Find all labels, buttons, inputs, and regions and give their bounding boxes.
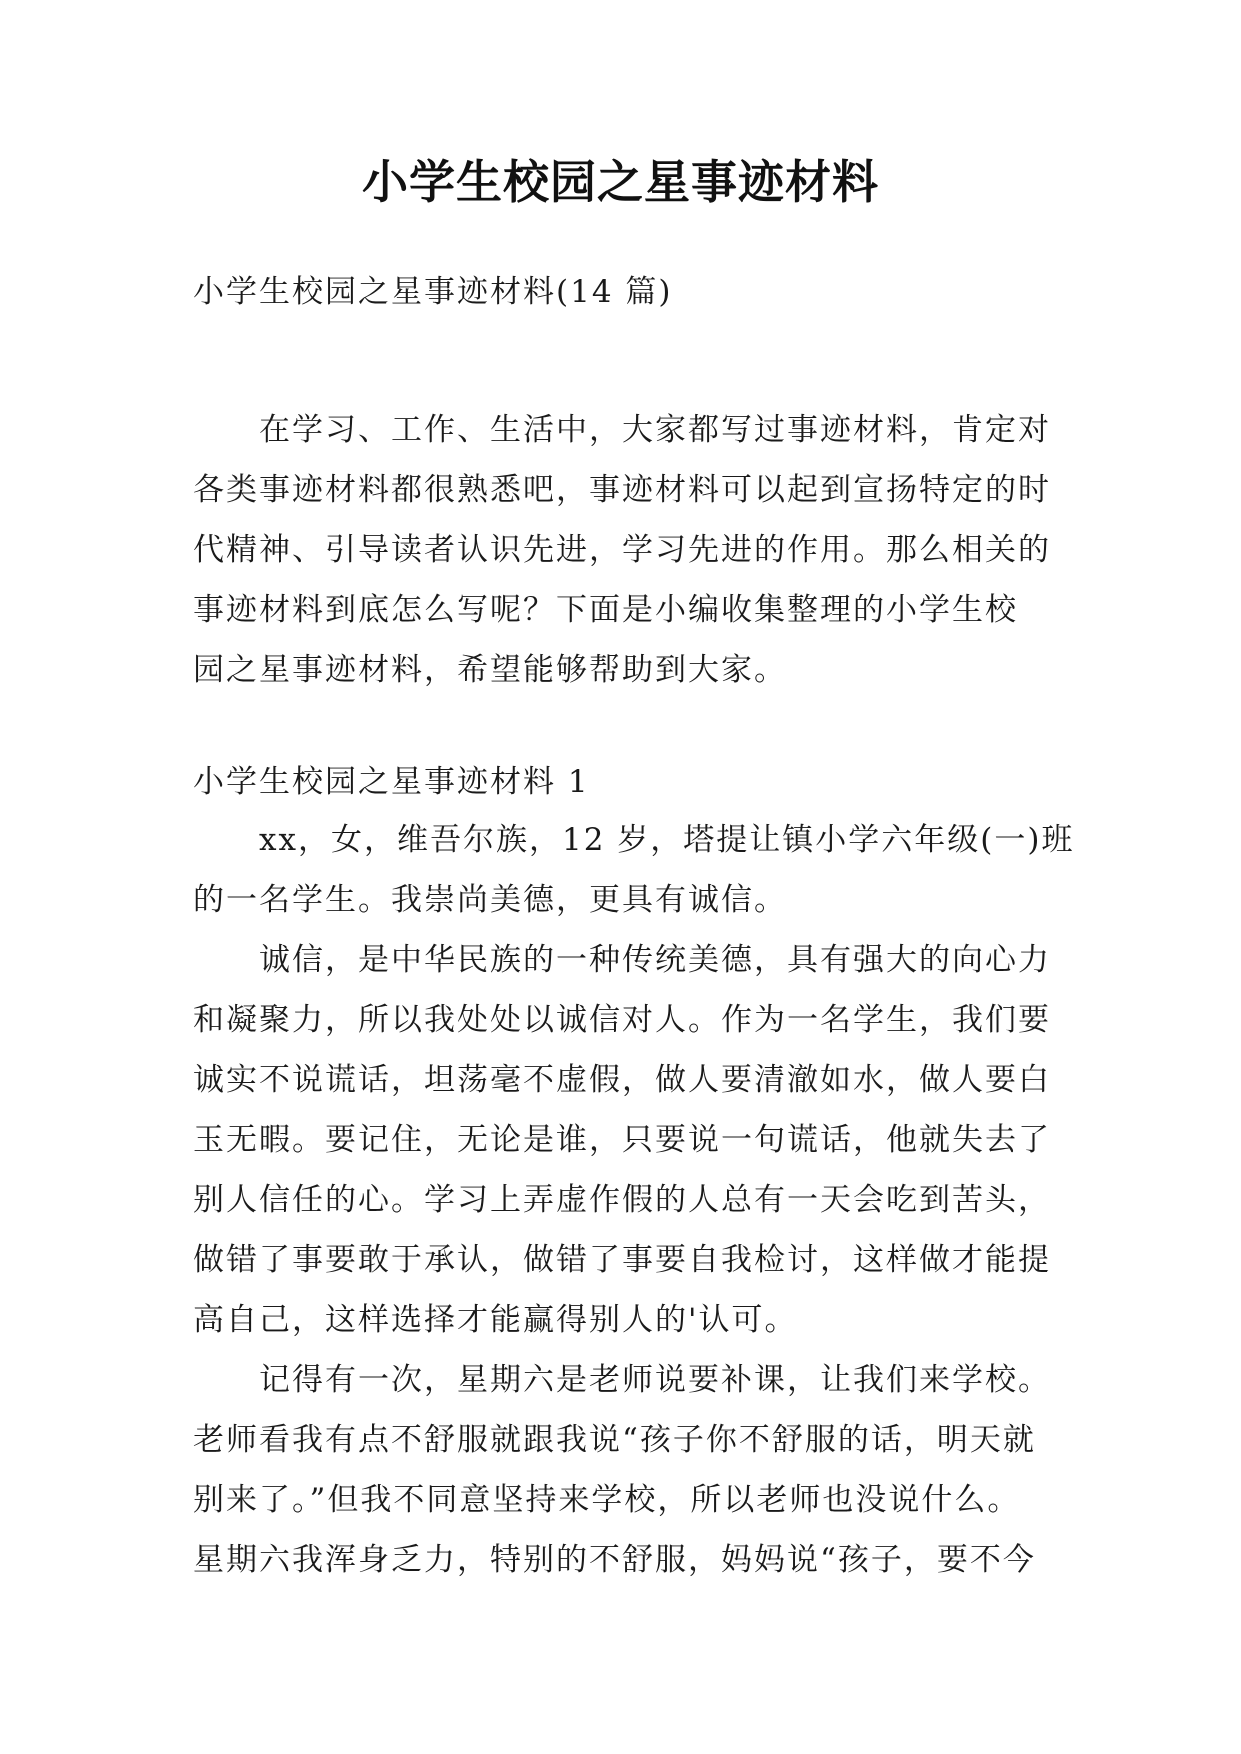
body-line: 高自己，这样选择才能赢得别人的'认可。 [193, 1302, 798, 1338]
intro-line: 事迹材料到底怎么写呢？下面是小编收集整理的小学生校 [193, 592, 1018, 628]
body-line: 记得有一次，星期六是老师说要补课，让我们来学校。 [193, 1362, 1051, 1398]
body-line: 诚实不说谎话，坦荡毫不虚假，做人要清澈如水，做人要白 [193, 1062, 1051, 1098]
body-line: 别来了。”但我不同意坚持来学校，所以老师也没说什么。 [193, 1482, 1021, 1518]
body-text [193, 810, 1075, 1590]
intro-line: 园之星事迹材料，希望能够帮助到大家。 [193, 652, 787, 688]
document-subtitle [193, 262, 1055, 322]
body-line: 别人信任的心。学习上弄虚作假的人总有一天会吃到苦头， [193, 1182, 1051, 1218]
body-line: 星期六我浑身乏力，特别的不舒服，妈妈说“孩子，要不今 [193, 1542, 1036, 1578]
body-line: 老师看我有点不舒服就跟我说“孩子你不舒服的话，明天就 [193, 1422, 1036, 1458]
section-heading-text: 小学生校园之星事迹材料 1 [193, 764, 590, 800]
body-line: xx，女，维吾尔族，12 岁，塔提让镇小学六年级(一)班 [193, 822, 1075, 858]
body-line: 和凝聚力，所以我处处以诚信对人。作为一名学生，我们要 [193, 1002, 1051, 1038]
intro-line: 代精神、引导读者认识先进，学习先进的作用。那么相关的 [193, 532, 1051, 568]
subtitle-line: 小学生校园之星事迹材料(14 篇) [193, 274, 673, 310]
body-line: 玉无暇。要记住，无论是谁，只要说一句谎话，他就失去了 [193, 1122, 1051, 1158]
body-line: 的一名学生。我崇尚美德，更具有诚信。 [193, 882, 787, 918]
body-line: 做错了事要敢于承认，做错了事要自我检讨，这样做才能提 [193, 1242, 1051, 1278]
intro-line: 各类事迹材料都很熟悉吧，事迹材料可以起到宣扬特定的时 [193, 472, 1051, 508]
intro-paragraph [193, 400, 1055, 700]
document-title: 小学生校园之星事迹材料 [362, 155, 879, 209]
section-heading [193, 752, 1055, 812]
intro-line: 在学习、工作、生活中，大家都写过事迹材料，肯定对 [193, 412, 1051, 448]
body-line: 诚信，是中华民族的一种传统美德，具有强大的向心力 [193, 942, 1051, 978]
